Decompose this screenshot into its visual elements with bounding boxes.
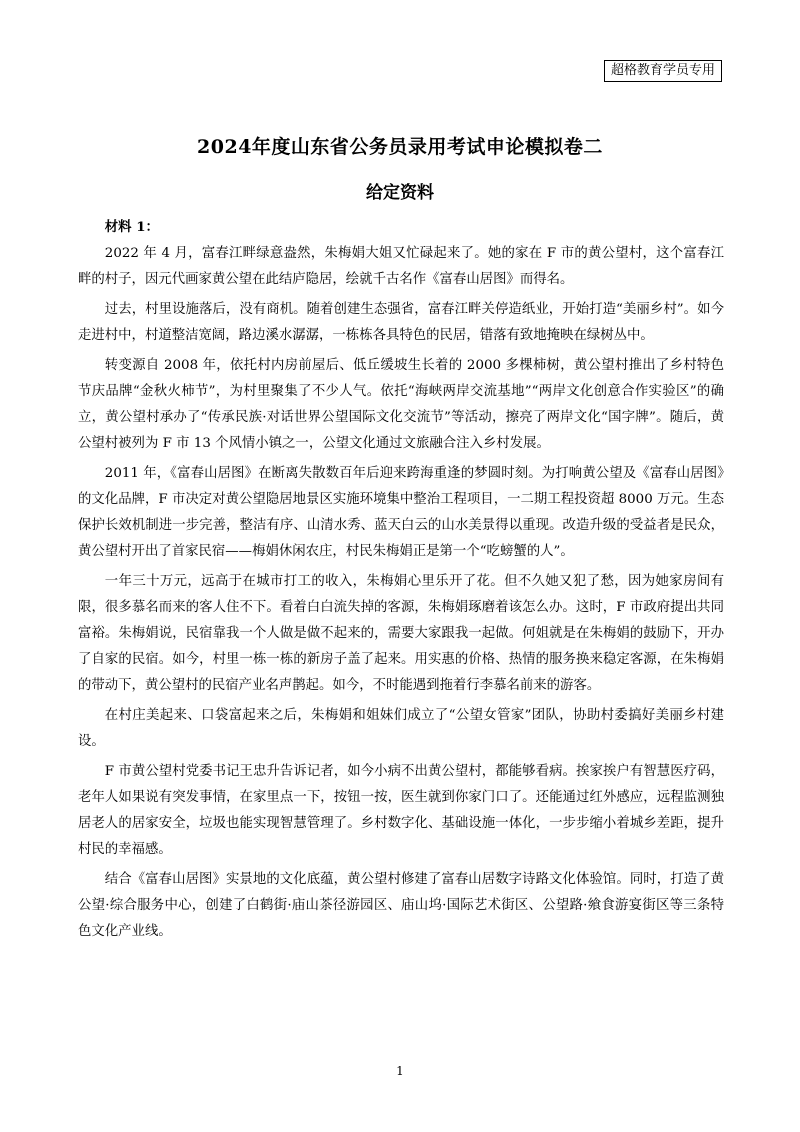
material-section xyxy=(78,214,724,949)
paragraph: 在村庄美起来、口袋富起来之后，朱梅娟和姐妹们成立了“公望女管家”团队，协助村委搞好美丽乡村建设。 xyxy=(78,708,724,749)
paragraph: 2011 年，《富春山居图》在断离失散数百年后迎来跨海重逢的梦圆时刻。为打响黄公望及《富春山居图》的文化品牌，F 市决定对黄公望隐居地景区实施环境集中整治工程项目，一二期工程投资超 8000 万元。生态保护长效机制进一步完善，整洁有序、山清水秀、蓝天白云的山水美景得以重现。改造升级的受益者是民众，黄公望村开出了首家民宿——梅娟休闲农庄，村民朱梅娟正是第一个“吃螃蟹的人”。 xyxy=(78,466,724,559)
watermark-stamp: 超格教育学员专用 xyxy=(604,60,722,82)
page-title: 2024年度山东省公务员录用考试申论模拟卷二 xyxy=(197,136,603,158)
page-number: 1 xyxy=(396,1064,404,1078)
paragraph: 结合《富春山居图》实景地的文化底蕴，黄公望村修建了富春山居数字诗路文化体验馆。同时，打造了黄公望·综合服务中心，创建了白鹤街·庙山茶径游园区、庙山坞·国际艺术街区、公望路·飨食游宴街区等三条特色文化产业线。 xyxy=(78,872,724,939)
paragraph: 2022 年 4 月，富春江畔绿意盎然，朱梅娟大姐又忙碌起来了。她的家在 F 市的黄公望村，这个富春江畔的村子，因元代画家黄公望在此结庐隐居，绘就千古名作《富春山居图》而得名。 xyxy=(78,246,724,287)
paragraph: F 市黄公望村党委书记王忠升告诉记者，如今小病不出黄公望村，都能够看病。挨家挨户有智慧医疗码，老年人如果说有突发事情，在家里点一下，按钮一按，医生就到你家门口了。还能通过红外感应，远程监测独居老人的居家安全，垃圾也能实现智慧管理了。乡村数字化、基础设施一体化，一步步缩小着城乡差距，提升村民的幸福感。 xyxy=(78,764,724,857)
section-title: 给定资料 xyxy=(366,183,434,203)
paragraph: 过去，村里设施落后，没有商机。随着创建生态强省，富春江畔关停造纸业，开始打造“美丽乡村”。如今走进村中，村道整洁宽阔，路边溪水潺潺，一栋栋各具特色的民居，错落有致地掩映在绿树丛中。 xyxy=(78,302,724,343)
paragraph: 一年三十万元，远高于在城市打工的收入，朱梅娟心里乐开了花。但不久她又犯了愁，因为她家房间有限，很多慕名而来的客人住不下。看着白白流失掉的客源，朱梅娟琢磨着该怎么办。这时，F 市政府提出共同富裕。朱梅娟说，民宿靠我一个人做是做不起来的，需要大家跟我一起做。何姐就是在朱梅娟的鼓励下，开办了自家的民宿。如今，村里一栋一栋的新房子盖了起来。用实惠的价格、热情的服务换来稳定客源，在朱梅娟的带动下，黄公望村的民宿产业名声鹊起。如今，不时能遇到拖着行李慕名前来的游客。 xyxy=(78,574,724,693)
paragraph: 转变源自 2008 年，依托村内房前屋后、低丘缓坡生长着的 2000 多棵柿树，黄公望村推出了乡村特色节庆品牌“金秋火柿节”，为村里聚集了不少人气。依托“海峡两岸交流基地”“两岸文化创意合作实验区”的确立，黄公望村承办了“传承民族·对话世界公望国际文化交流节”等活动，擦亮了两岸文化“国字牌”。随后，黄公望村被列为 F 市 13 个风情小镇之一，公望文化通过文旅融合注入乡村发展。 xyxy=(78,358,724,451)
material-label: 材料 1： xyxy=(104,219,159,235)
